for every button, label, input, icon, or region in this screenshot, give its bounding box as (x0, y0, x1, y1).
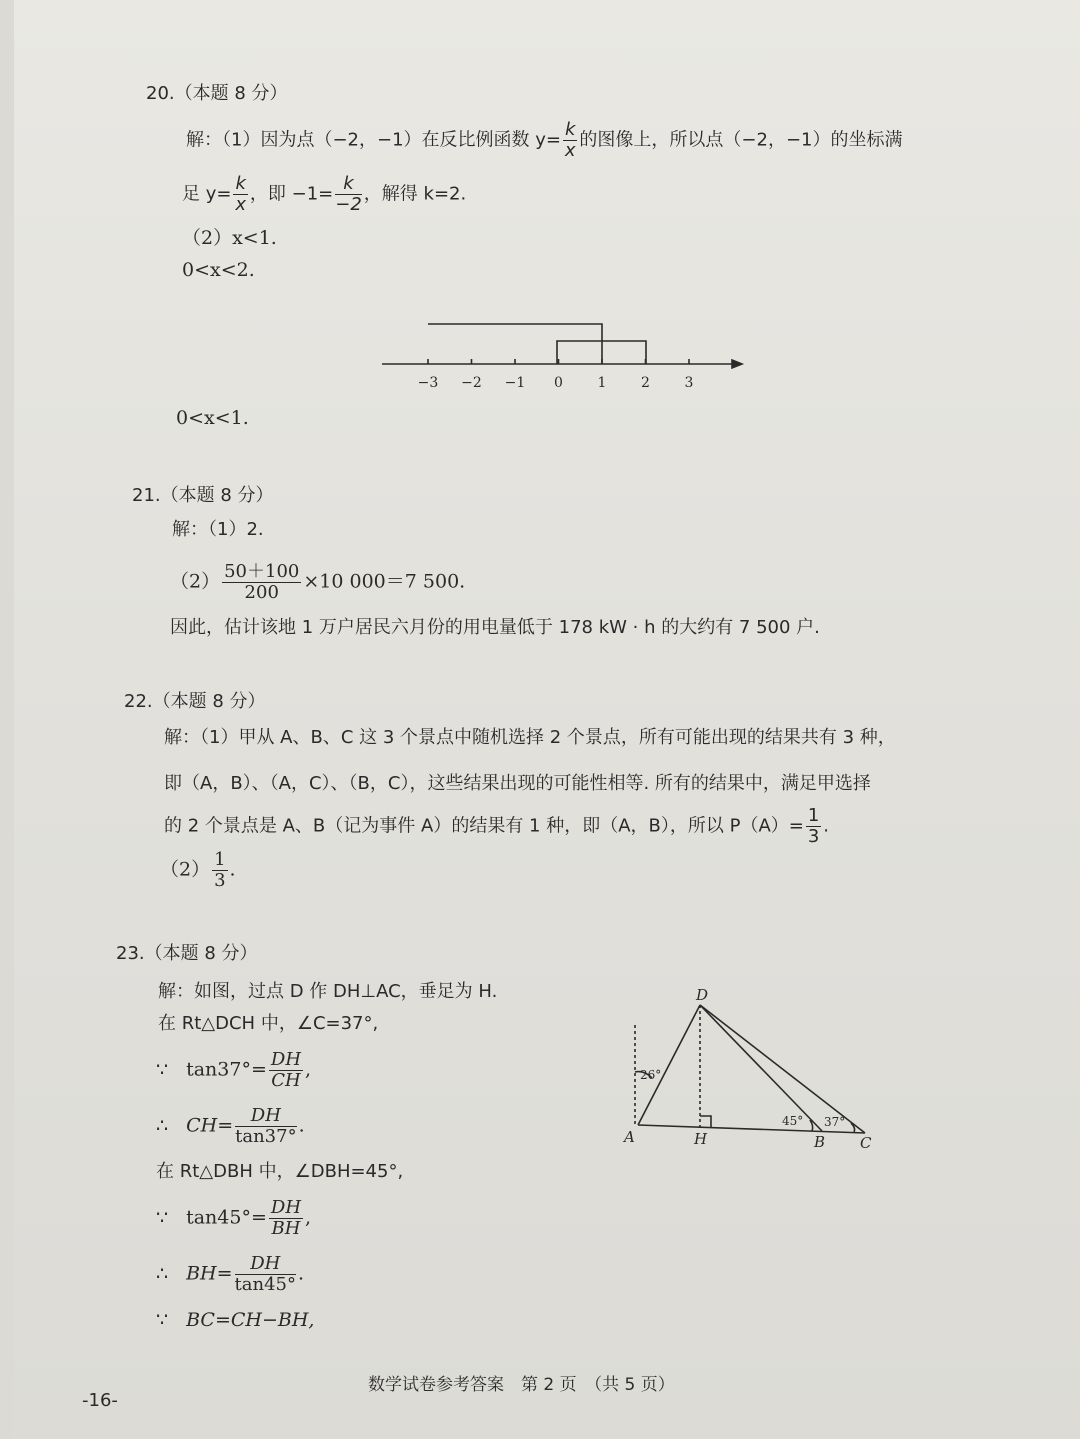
segment-ad (638, 1005, 700, 1125)
q21-header: 21.（本题 8 分） (132, 485, 274, 506)
q23-line3: ∵ tan37°= $\frac{DH}{CH}$ , (156, 1049, 312, 1091)
label-b: B (814, 1133, 826, 1151)
label-a: A (624, 1128, 635, 1146)
q23-header: 23.（本题 8 分） (116, 943, 258, 964)
tick-label: −3 (417, 375, 439, 391)
fraction-one-third: $\frac{1}{3}$ (807, 805, 820, 847)
q22-line2: 即（A，B）、（A，C）、（B，C），这些结果出现的可能性相等. 所有的结果中，满足甲选择 (164, 773, 871, 794)
tick-label: 0 (554, 375, 563, 391)
q23-line1: 解：如图，过点 D 作 DH⊥AC，垂足为 H. (158, 981, 498, 1002)
label-h: H (694, 1130, 708, 1148)
label-d: D (696, 986, 709, 1004)
q23-line6: ∵ tan45°= $\frac{DH}{BH}$ , (156, 1197, 312, 1239)
graph-line-x-less-1 (428, 324, 602, 364)
segment-db (700, 1005, 822, 1131)
right-angle-mark (700, 1116, 711, 1127)
axis-arrow-icon (732, 360, 742, 368)
q20-interval-1: 0<x<2. (182, 259, 255, 281)
q23-line7: ∴ BH= $\frac{DH}{\tan 45^\circ}$ . (156, 1253, 305, 1295)
q20-line1: 解：（1）因为点（−2，−1）在反比例函数 y= $\frac{k}{x}$ 的图像上，所以点（−2，−1）的坐标满 (186, 119, 903, 161)
page-number: -16- (82, 1390, 118, 1411)
fraction-k-over-x: $\frac{k}{x}$ (564, 119, 576, 161)
q23-line5: 在 Rt△DBH 中，∠DBH=45°, (156, 1161, 404, 1182)
fraction-150-over-200: $\frac{50+100}{200}$ (224, 561, 300, 603)
q20-interval-2: 0<x<1. (176, 407, 249, 429)
q22-part2: （2） $\frac{1}{3}$ . (160, 849, 236, 891)
q22-line3: 的 2 个景点是 A、B（记为事件 A）的结果有 1 种，即（A，B），所以 P（A）= $\frac{1}{3}$ . (164, 805, 830, 847)
q20-header: 20.（本题 8 分） (146, 83, 288, 104)
q22-header: 22.（本题 8 分） (124, 691, 266, 712)
q23-line8: ∵ BC=CH−BH, (156, 1309, 315, 1331)
label-angle-45: 45° (782, 1114, 804, 1128)
q22-line1: 解：（1）甲从 A、B、C 这 3 个景点中随机选择 2 个景点，所有可能出现的结果共有 3 种， (164, 727, 896, 748)
q21-part1: 解：（1）2. (172, 519, 264, 540)
page-footer: 数学试卷参考答案 第 2 页 （共 5 页） (368, 1375, 675, 1395)
q21-conclusion: 因此，估计该地 1 万户居民六月份的用电量低于 178 kW · h 的大约有 7 500 户. (170, 617, 820, 638)
tick-label: −2 (461, 375, 482, 391)
q23-line4: ∴ CH= $\frac{DH}{\tan 37^\circ}$ . (156, 1105, 305, 1147)
triangle-figure (610, 980, 900, 1155)
q21-part2: （2） $\frac{50+100}{200}$ ×10 000＝7 500. (170, 561, 466, 603)
tick-label: 3 (684, 375, 694, 391)
label-angle-26: 26° (640, 1068, 662, 1082)
q23-line2: 在 Rt△DCH 中，∠C=37°, (158, 1013, 379, 1034)
tick-label: 2 (641, 375, 650, 391)
tick-label: 1 (597, 375, 607, 391)
q20-line2: 足 y= $\frac{k}{x}$ ，即 −1= $\frac{k}{-2}$ ，解得 k=2. (182, 173, 467, 215)
tick-label: −1 (504, 375, 526, 391)
label-angle-37: 37° (824, 1115, 846, 1129)
label-c: C (860, 1134, 872, 1152)
number-line-figure (370, 310, 760, 400)
q20-part2-answer: （2）x<1. (182, 227, 277, 249)
